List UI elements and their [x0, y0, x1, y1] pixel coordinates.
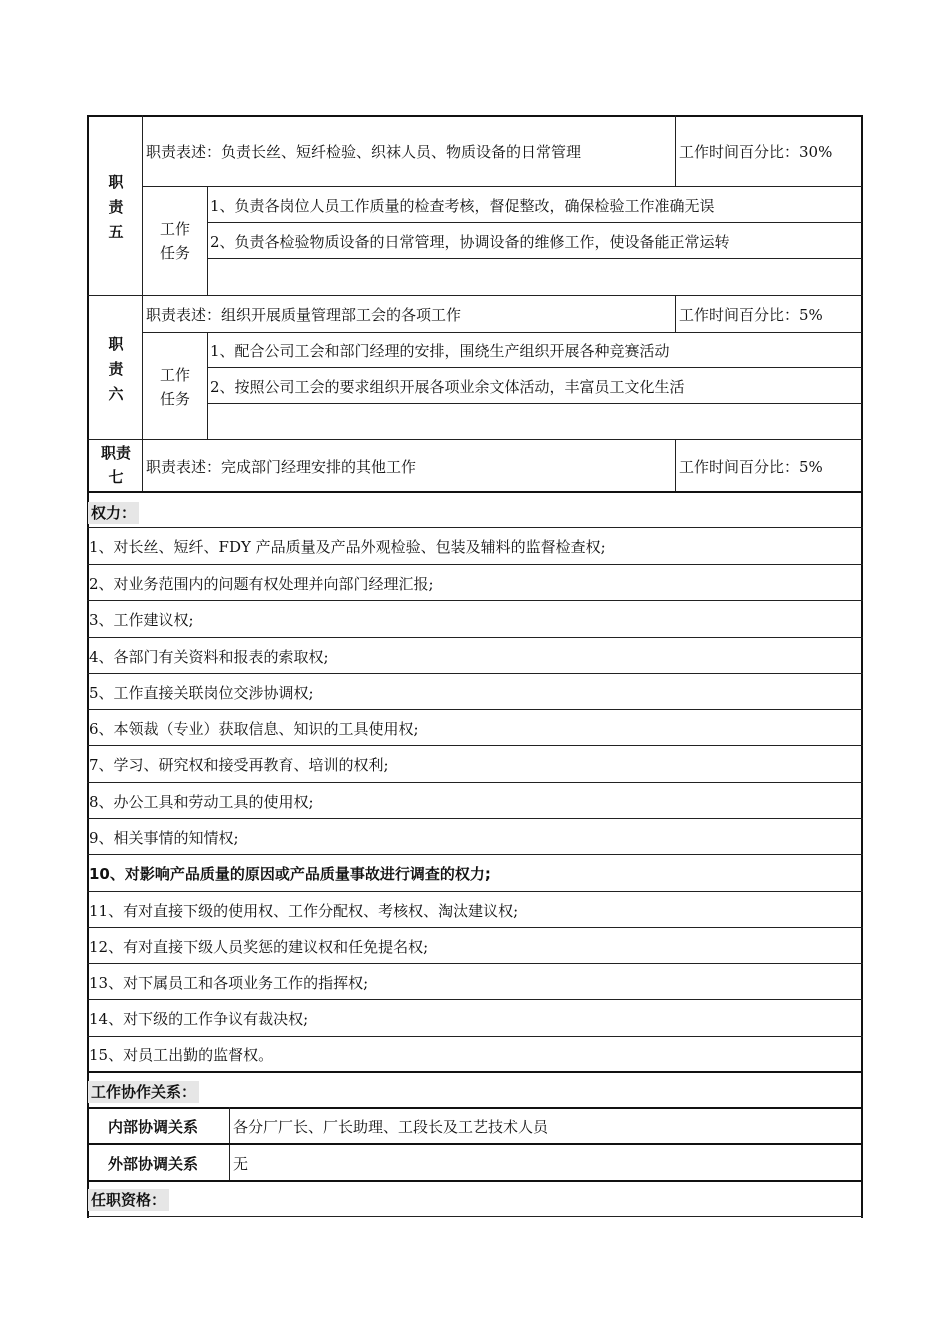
- duty-6-task-1: 1、配合公司工会和部门经理的安排，围绕生产组织开展各种竞赛活动: [210, 342, 670, 360]
- duty-5-heading: 职 责 五: [108, 173, 124, 241]
- authority-item: 14、对下级的工作争议有裁决权;: [89, 1010, 309, 1028]
- authority-item: 13、对下属员工和各项业务工作的指挥权;: [89, 974, 369, 992]
- authority-item: 12、有对直接下级人员奖惩的建议权和任免提名权;: [89, 938, 429, 956]
- authority-title: 权力：: [88, 502, 139, 524]
- duty-5-description: 职责表述：负责长丝、短纤检验、织袜人员、物质设备的日常管理: [146, 143, 582, 161]
- duty-6-time-percentage: 工作时间百分比：5%: [679, 306, 823, 324]
- duty-7-time-percentage: 工作时间百分比：5%: [679, 458, 823, 476]
- duty-7-description: 职责表述：完成部门经理安排的其他工作: [146, 458, 417, 476]
- duty-5-time-percentage: 工作时间百分比：30%: [679, 143, 833, 161]
- duty-5-task-label: 工作 任务: [159, 220, 190, 262]
- authority-item: 1、对长丝、短纤、FDY 产品质量及产品外观检验、包装及辅料的监督检查权;: [89, 538, 606, 556]
- external-coordination-value: 无: [233, 1155, 249, 1173]
- duty-6-task-2: 2、按照公司工会的要求组织开展各项业余文体活动，丰富员工文化生活: [210, 378, 685, 396]
- duty-7-heading: 职责 七: [100, 444, 131, 486]
- authority-item: 11、有对直接下级的使用权、工作分配权、考核权、淘汰建议权;: [89, 902, 519, 920]
- authority-item: 4、各部门有关资料和报表的索取权;: [89, 648, 329, 666]
- authority-item: 7、学习、研究权和接受再教育、培训的权利;: [89, 756, 389, 774]
- duty-6-task-label: 工作 任务: [159, 366, 190, 408]
- duty-5-task-1: 1、负责各岗位人员工作质量的检查考核，督促整改，确保检验工作准确无误: [210, 197, 715, 215]
- authority-item: 9、相关事情的知情权;: [89, 829, 239, 847]
- duty-6-description: 职责表述：组织开展质量管理部工会的各项工作: [146, 306, 462, 324]
- authority-item: 5、工作直接关联岗位交涉协调权;: [89, 684, 314, 702]
- qualification-title: 任职资格：: [88, 1189, 169, 1211]
- authority-item: 6、本领裁（专业）获取信息、知识的工具使用权;: [89, 720, 419, 738]
- internal-coordination-value: 各分厂厂长、厂长助理、工段长及工艺技术人员: [233, 1118, 549, 1136]
- authority-item: 3、工作建议权;: [89, 611, 194, 629]
- external-coordination-label: 外部协调关系: [108, 1155, 199, 1173]
- cooperation-title: 工作协作关系：: [88, 1081, 199, 1103]
- authority-item: 15、对员工出勤的监督权。: [89, 1046, 274, 1064]
- duty-5-task-2: 2、负责各检验物质设备的日常管理，协调设备的维修工作，使设备能正常运转: [210, 233, 730, 251]
- internal-coordination-label: 内部协调关系: [108, 1118, 199, 1136]
- authority-item: 10、对影响产品质量的原因或产品质量事故进行调查的权力;: [89, 865, 491, 883]
- authority-item: 2、对业务范围内的问题有权处理并向部门经理汇报;: [89, 575, 434, 593]
- duty-6-heading: 职 责 六: [108, 335, 124, 403]
- authority-item: 8、办公工具和劳动工具的使用权;: [89, 793, 314, 811]
